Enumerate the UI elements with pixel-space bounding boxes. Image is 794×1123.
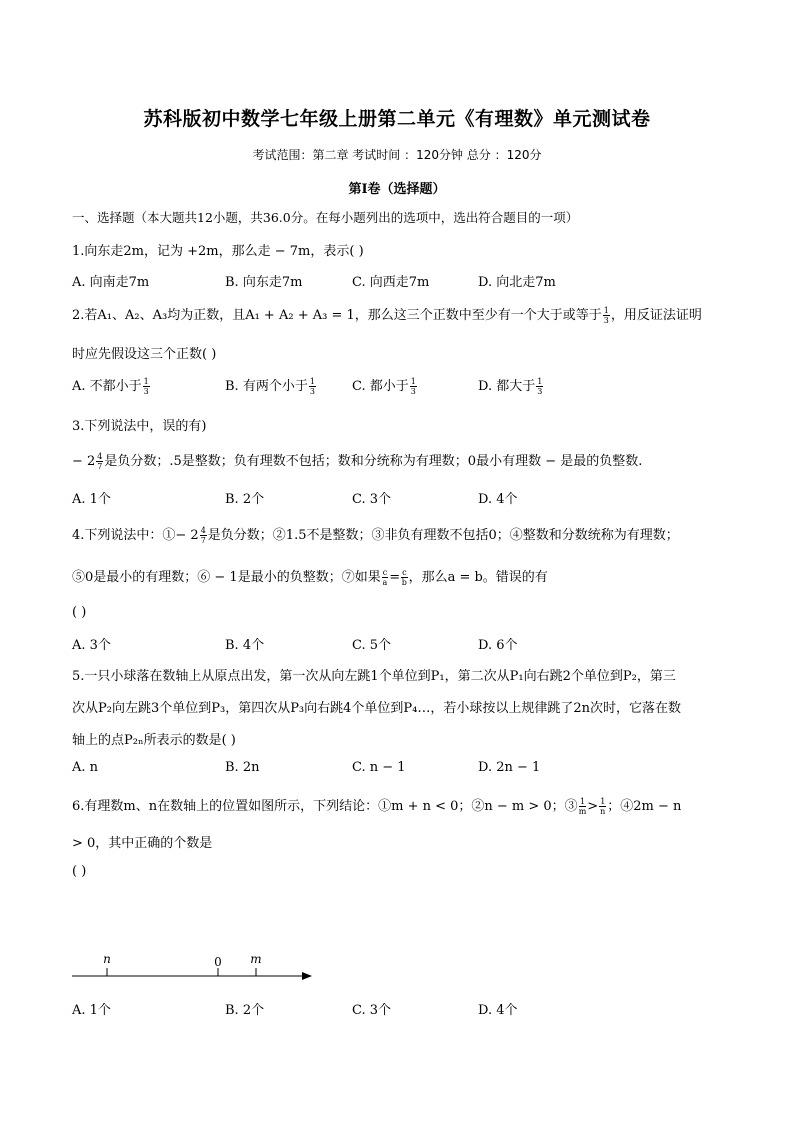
fraction [536, 377, 543, 396]
question-4-stem-line2 [72, 566, 548, 587]
question-5-stem-line1: 5.一只小球落在数轴上从原点出发，第一次从向左跳1个单位到P₁，第二次从P₁向右跳2个单位到P₂，第三 [72, 669, 676, 684]
fraction [143, 377, 150, 396]
fraction-denominator: 3 [143, 387, 149, 396]
question-5-stem-line2: 次从P₂向左跳3个单位到P₃，第四次从P₃向右跳4个单位到P₄…，若小球按以上规律跳了2n次时，它落在数 [72, 701, 682, 716]
statement-text: ；④2m − n [607, 799, 682, 814]
question-3-option-c[interactable]: C. 3个 [352, 492, 392, 507]
statement-text: 是负分数；.5是整数；负有理数不包括；数和分统称为有理数；0最小有理数 − 是最的负整数. [104, 454, 643, 469]
question-1-stem: 1.向东走2m，记为 +2m，那么走 − 7m，表示( ) [72, 244, 364, 259]
statement-text: ⑤0是最小的有理数；⑥ − 1是最小的负整数；⑦如果 [72, 570, 381, 585]
question-5-option-b[interactable]: B. 2n [225, 760, 260, 775]
question-4-option-c[interactable]: C. 5个 [352, 638, 392, 653]
question-2-stem-a: 2.若A₁、A₂、A₃均为正数，且A₁ + A₂ + A₃ = 1，那么这三个正数中至少有一个大于或等于 [72, 308, 602, 323]
fraction [401, 568, 407, 587]
fraction-numerator: 4 [97, 452, 103, 461]
question-3-stem: 3.下列说法中，误的有) [72, 419, 207, 434]
equals-sign: = [389, 570, 401, 585]
option-label: C. 都小于 [352, 379, 409, 394]
label-zero: 0 [214, 955, 222, 969]
question-3-option-d[interactable]: D. 4个 [478, 492, 518, 507]
fraction-denominator: 7 [97, 462, 103, 471]
fraction-numerator: 1 [603, 306, 609, 315]
fraction-denominator: m [578, 807, 587, 816]
statement-text: 6.有理数m、n在数轴上的位置如图所示，下列结论：①m + n < 0；②n − m > 0；③ [72, 799, 578, 814]
fraction [603, 306, 610, 325]
fraction-denominator: 3 [537, 387, 543, 396]
question-2-option-c[interactable] [352, 375, 418, 396]
question-5-option-c[interactable]: C. n − 1 [352, 760, 406, 775]
fraction-numerator: 1 [143, 377, 149, 386]
question-1-option-a[interactable]: A. 向南走7m [72, 275, 150, 290]
fraction [599, 797, 606, 816]
part-heading: 第I卷（选择题） [348, 182, 446, 197]
question-2-stem-a-end: ，用反证法证明 [610, 308, 702, 323]
fraction-numerator: 1 [537, 377, 543, 386]
question-2-option-d[interactable] [478, 375, 544, 396]
question-6-stem-line1 [72, 795, 681, 816]
question-4-option-d[interactable]: D. 6个 [478, 638, 518, 653]
question-6-option-c[interactable]: C. 3个 [352, 1003, 392, 1018]
option-label: B. 有两个小于 [225, 379, 308, 394]
question-6-answer-paren: ( ) [72, 864, 87, 879]
question-4-stem-line1 [72, 524, 679, 545]
fraction [410, 377, 417, 396]
fraction-numerator: 4 [200, 526, 206, 535]
number-line-arrow [302, 972, 312, 980]
question-2-stem-line2: 时应先假设这三个正数( ) [72, 347, 217, 362]
question-5-option-a[interactable]: A. n [72, 760, 99, 775]
statement-text: ，那么a = b。错误的有 [408, 570, 548, 585]
fraction-denominator: b [401, 578, 407, 587]
question-1-option-b[interactable]: B. 向东走7m [225, 275, 303, 290]
fraction-denominator: 3 [410, 387, 416, 396]
fraction-numerator: 1 [600, 797, 606, 806]
fraction-numerator: c [382, 568, 388, 577]
question-2-stem-line1 [72, 304, 702, 325]
question-3-statement [72, 450, 642, 471]
question-1-option-d[interactable]: D. 向北走7m [478, 275, 556, 290]
question-6-option-b[interactable]: B. 2个 [225, 1003, 265, 1018]
statement-prefix: − 2 [72, 454, 96, 469]
fraction-denominator: n [600, 807, 606, 816]
page-title: 苏科版初中数学七年级上册第二单元《有理数》单元测试卷 [143, 108, 651, 130]
fraction [579, 797, 587, 816]
fraction-denominator: 3 [309, 387, 315, 396]
question-4-option-a[interactable]: A. 3个 [72, 638, 111, 653]
question-2-option-b[interactable] [225, 375, 317, 396]
question-6-option-d[interactable]: D. 4个 [478, 1003, 518, 1018]
option-label: D. 都大于 [478, 379, 536, 394]
greater-than-sign: > [587, 799, 599, 814]
fraction [382, 568, 388, 587]
statement-prefix: 4.下列说法中：①− 2 [72, 528, 199, 543]
fraction-denominator: 3 [603, 316, 609, 325]
mixed-fraction [96, 452, 103, 471]
question-5-stem-line3: 轴上的点P₂ₙ所表示的数是( ) [72, 733, 236, 748]
question-2-option-a[interactable] [72, 375, 151, 396]
section-heading: 一、选择题（本大题共12小题，共36.0分。在每小题列出的选项中，选出符合题目的一项） [72, 210, 579, 225]
fraction-denominator: a [382, 578, 388, 587]
question-5-option-d[interactable]: D. 2n − 1 [478, 760, 541, 775]
number-line-figure [64, 946, 324, 986]
fraction-numerator: 1 [309, 377, 315, 386]
question-4-option-b[interactable]: B. 4个 [225, 638, 265, 653]
fraction-denominator: 7 [200, 536, 206, 545]
mixed-fraction [200, 526, 207, 545]
label-m: m [250, 952, 262, 966]
question-6-stem-line2: > 0，其中正确的个数是 [72, 836, 213, 851]
exam-info: 考试范围：第二章 考试时间 ：120分钟 总分 ：120分 [252, 148, 542, 162]
question-3-option-a[interactable]: A. 1个 [72, 492, 111, 507]
statement-text: 是负分数；②1.5不是整数；③非负有理数不包括0；④整数和分数统称为有理数； [207, 528, 679, 543]
option-label: A. 不都小于 [72, 379, 142, 394]
question-4-answer-paren: ( ) [72, 605, 87, 620]
label-n: n [103, 952, 111, 966]
fraction-numerator: 1 [410, 377, 416, 386]
question-3-option-b[interactable]: B. 2个 [225, 492, 265, 507]
question-6-option-a[interactable]: A. 1个 [72, 1003, 111, 1018]
question-1-option-c[interactable]: C. 向西走7m [352, 275, 430, 290]
fraction-numerator: c [402, 568, 407, 577]
fraction [309, 377, 316, 396]
fraction-numerator: 1 [579, 797, 586, 806]
